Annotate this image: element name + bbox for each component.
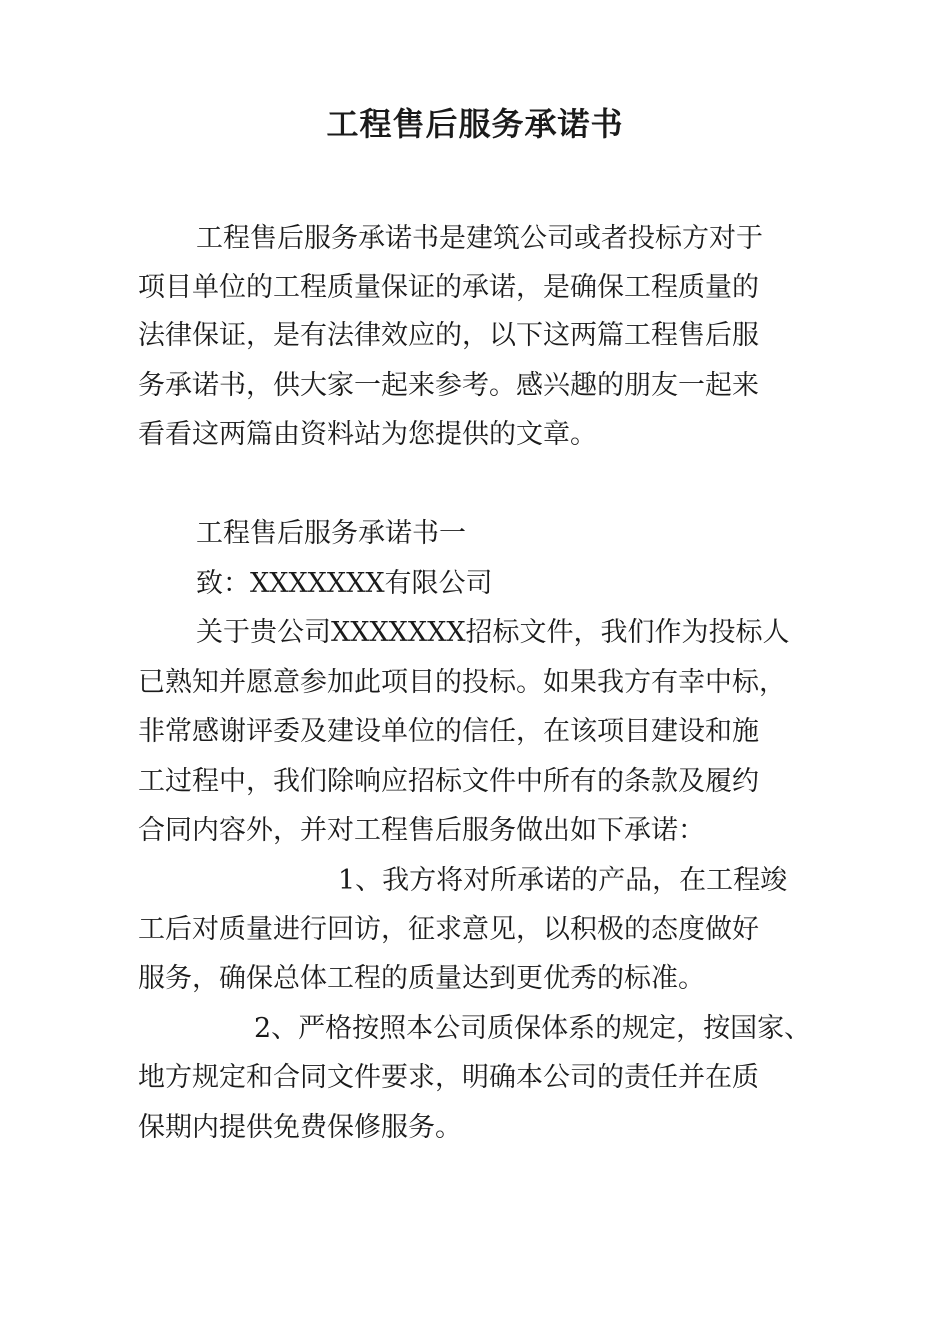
para1-line-1: 关于贵公司XXXXXXX招标文件，我们作为投标人 [196, 617, 790, 648]
item2-line-1: 2、严格按照本公司质保体系的规定，按国家、 [254, 1013, 812, 1044]
document-title: 工程售后服务承诺书 [326, 105, 624, 143]
item2-line-3: 保期内提供免费保修服务。 [138, 1112, 462, 1143]
item1-line-1: 1、我方将对所承诺的产品，在工程竣 [338, 865, 788, 896]
item1-line-2: 工后对质量进行回访，征求意见，以积极的态度做好 [138, 914, 759, 945]
para1-line-3: 非常感谢评委及建设单位的信任，在该项目建设和施 [138, 716, 759, 747]
intro-line-4: 务承诺书，供大家一起来参考。感兴趣的朋友一起来 [138, 370, 759, 401]
intro-line-1: 工程售后服务承诺书是建筑公司或者投标方对于 [196, 223, 763, 254]
item2-line-2: 地方规定和合同文件要求，明确本公司的责任并在质 [138, 1062, 759, 1093]
intro-line-2: 项目单位的工程质量保证的承诺，是确保工程质量的 [138, 272, 759, 303]
para1-line-4: 工过程中，我们除响应招标文件中所有的条款及履约 [138, 766, 759, 797]
intro-line-3: 法律保证，是有法律效应的，以下这两篇工程售后服 [138, 320, 759, 351]
para1-line-2: 已熟知并愿意参加此项目的投标。如果我方有幸中标， [138, 667, 786, 698]
item1-line-3: 服务，确保总体工程的质量达到更优秀的标准。 [138, 963, 705, 994]
para1-line-5: 合同内容外，并对工程售后服务做出如下承诺： [138, 815, 705, 846]
section-title: 工程售后服务承诺书一 [196, 518, 466, 549]
intro-line-5: 看看这两篇由资料站为您提供的文章。 [138, 419, 597, 450]
addressee: 致：XXXXXXX有限公司 [196, 568, 493, 599]
